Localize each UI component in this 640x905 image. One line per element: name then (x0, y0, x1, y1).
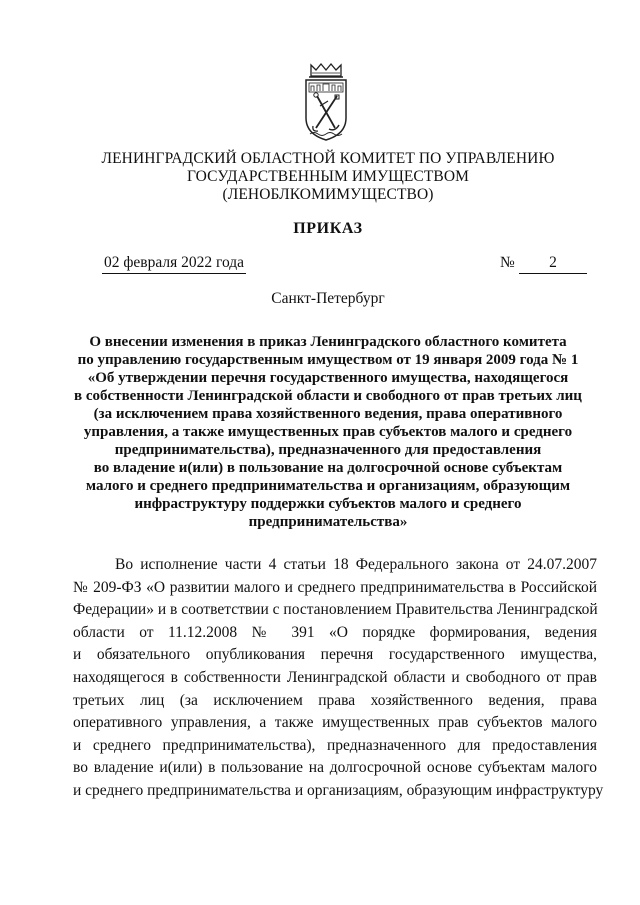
heading-line: во владение и(или) в пользование на долгосрочной основе субъектам (93, 460, 563, 476)
body-line: оперативного управления, а также имущественных прав субъектов малого (73, 714, 597, 732)
order-date: 02 февраля 2022 года (102, 254, 246, 274)
body-line: и обязательного опубликования перечня государственного имущества, (73, 646, 597, 664)
heading-line: инфраструктуру поддержки субъектов малого и среднего (134, 496, 522, 512)
heading-line: управления, а также имущественных прав субъектов малого и среднего (83, 424, 573, 440)
body-line: третьих лиц (за исключением права хозяйственного ведения, права (73, 691, 597, 709)
body-line: № 209-ФЗ «О развитии малого и среднего предпринимательства в Российской (73, 578, 597, 596)
heading-line: предпринимательства), предназначенного для предоставления (114, 442, 542, 458)
order-number-label: № (500, 254, 515, 271)
coat-of-arms-icon (303, 62, 349, 142)
org-line: (ЛЕНОБЛКОМИМУЩЕСТВО) (222, 186, 434, 203)
body-line: Федерации» и в соответствии с постановлением Правительства Ленинградской (73, 601, 598, 619)
order-number: 2 (519, 254, 587, 274)
org-line: ГОСУДАРСТВЕННЫМ ИМУЩЕСТВОМ (186, 168, 470, 185)
org-line: ЛЕНИНГРАДСКИЙ ОБЛАСТНОЙ КОМИТЕТ ПО УПРАВЛЕНИЮ (101, 150, 555, 167)
body-line: и среднего предпринимательства), предназначенного для предоставления (73, 736, 597, 754)
heading-line: О внесении изменения в приказ Ленинградского областного комитета (89, 334, 567, 350)
heading-line: «Об утверждении перечня государственного имущества, находящегося (87, 370, 569, 386)
heading-line: малого и среднего предпринимательства и организациям, образующим (85, 478, 571, 494)
order-heading (40, 333, 616, 531)
body-line: во владение и(или) в пользование на долгосрочной основе субъектам малого (73, 759, 597, 777)
heading-line: в собственности Ленинградской области и свободного от прав третьих лиц (74, 388, 582, 404)
organization-name (60, 150, 596, 204)
heading-line: по управлению государственным имуществом от 19 января 2009 года № 1 (77, 352, 579, 368)
body-paragraph (73, 554, 604, 803)
body-line: области от 11.12.2008 № 391 «О порядке формирования, ведения (73, 623, 597, 641)
body-line: и среднего предпринимательства и организациям, образующим инфраструктуру (73, 781, 604, 799)
body-line: Во исполнение части 4 статьи 18 Федерального закона от 24.07.2007 (115, 556, 597, 573)
city: Санкт-Петербург (271, 290, 385, 307)
heading-line: предпринимательства» (248, 514, 408, 530)
document-type-title: ПРИКАЗ (293, 220, 363, 237)
body-line: находящегося в собственности Ленинградской области и свободного от прав (73, 668, 597, 686)
heading-line: (за исключением права хозяйственного ведения, права оперативного (93, 406, 563, 422)
